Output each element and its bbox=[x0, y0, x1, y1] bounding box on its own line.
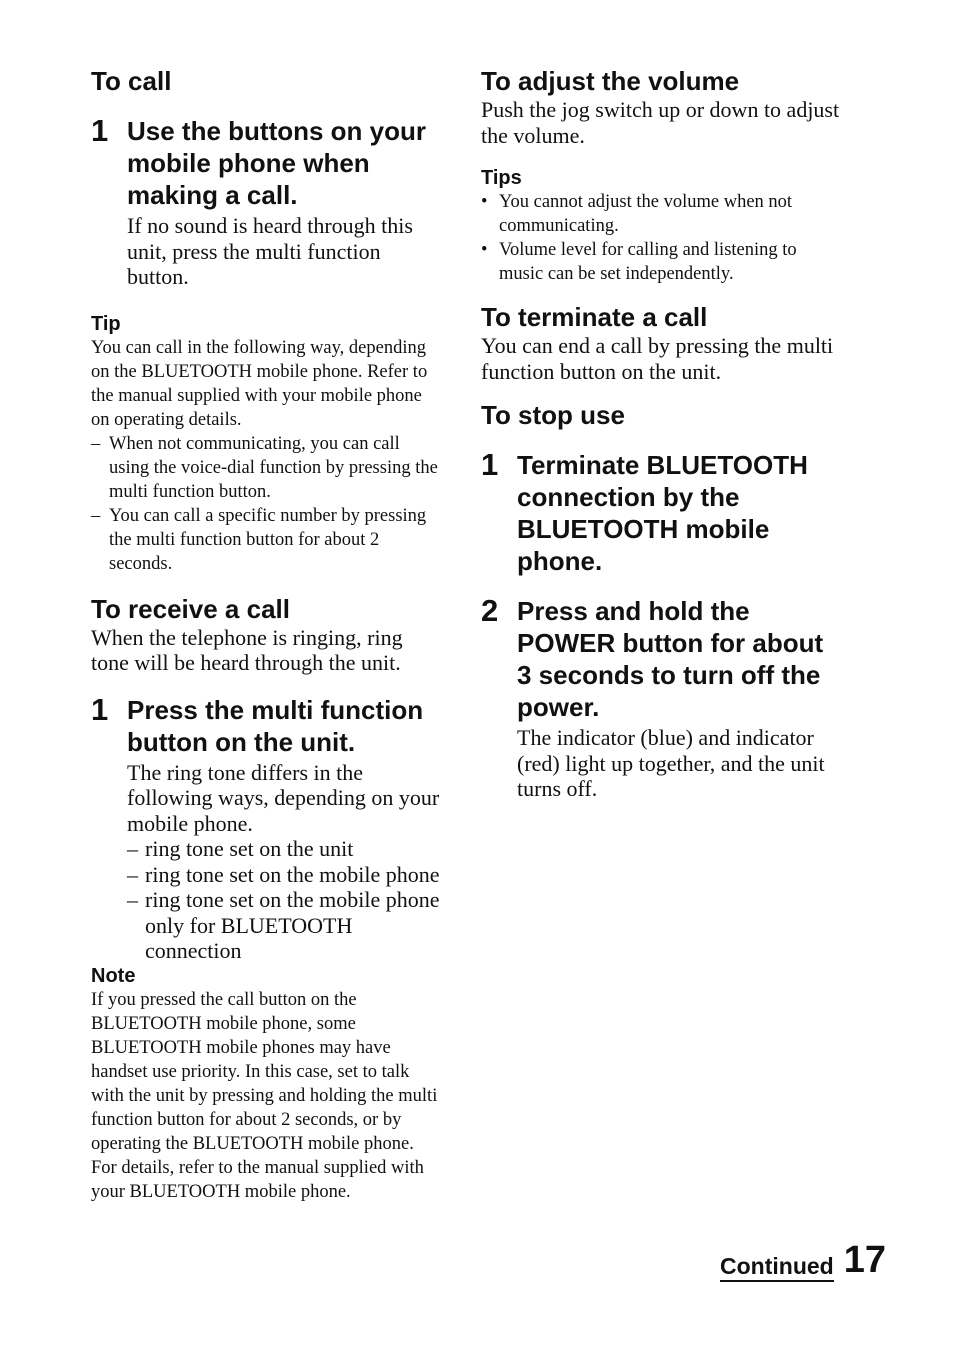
note-text: If you pressed the call button on the BLUETOOTH mobile phone, some BLUETOOTH mobile phones may have handset use priority. In this case, set to talk with the unit by pressing and holding the multi function button for about 2 seconds, or by operating the BLUETOOTH mobile phone. For details, refer to the manual supplied with your BLUETOOTH mobile phone. bbox=[91, 989, 438, 1202]
list-item: – You can call a specific number by pressing the multi function button for about 2 seconds. bbox=[91, 505, 427, 574]
right-column bbox=[481, 66, 841, 802]
tip-label: Tip bbox=[91, 312, 121, 335]
page-number: 17 bbox=[843, 1239, 886, 1281]
stop-step-2 bbox=[481, 595, 841, 802]
step-description: The ring tone differs in the following ways, depending on your mobile phone. bbox=[127, 759, 440, 836]
list-item: – ring tone set on the mobile phone bbox=[127, 861, 440, 887]
step-title: Press the multi function button on the unit. bbox=[127, 694, 424, 757]
list-item: – When not communicating, you can call using the voice-dial function by pressing the multi function button. bbox=[91, 433, 438, 502]
heading-terminate: To terminate a call bbox=[481, 302, 708, 332]
receive-step-1 bbox=[91, 691, 443, 964]
note-label: Note bbox=[91, 964, 136, 987]
continued-label: Continued bbox=[720, 1252, 834, 1282]
call-step-1 bbox=[91, 115, 443, 290]
step-number: 2 bbox=[481, 593, 499, 628]
tips-list bbox=[481, 190, 841, 286]
step-title: Terminate BLUETOOTH connection by the BLUETOOTH mobile phone. bbox=[517, 450, 808, 576]
adjust-volume-text: Push the jog switch up or down to adjust the volume. bbox=[481, 97, 840, 148]
tip-list bbox=[91, 432, 443, 576]
list-item: • You cannot adjust the volume when not communicating. bbox=[481, 192, 793, 236]
step-description: If no sound is heard through this unit, press the multi function button. bbox=[127, 213, 413, 289]
tip-text: You can call in the following way, depending on the BLUETOOTH mobile phone. Refer to the manual supplied with your mobile phone on operating details. bbox=[91, 337, 428, 430]
ringtone-list bbox=[127, 836, 443, 964]
heading-to-call: To call bbox=[91, 66, 172, 96]
left-column bbox=[91, 66, 443, 1204]
heading-adjust-volume: To adjust the volume bbox=[481, 66, 740, 96]
page-footer bbox=[720, 1238, 886, 1282]
heading-to-receive: To receive a call bbox=[91, 593, 290, 624]
stop-step-1 bbox=[481, 449, 841, 577]
step-number: 1 bbox=[481, 447, 499, 482]
tips-label: Tips bbox=[481, 167, 522, 189]
list-item: – ring tone set on the unit bbox=[127, 836, 354, 861]
step-number: 1 bbox=[91, 691, 109, 727]
step-title: Press and hold the POWER button for about 3 seconds to turn off the power. bbox=[517, 596, 824, 722]
list-item: – ring tone set on the mobile phone only for BLUETOOTH connection bbox=[127, 887, 440, 963]
terminate-text: You can end a call by pressing the multi function button on the unit. bbox=[481, 333, 834, 384]
step-title: Use the buttons on your mobile phone when making a call. bbox=[127, 116, 426, 210]
step-description: The indicator (blue) and indicator (red) light up together, and the unit turns off. bbox=[517, 725, 825, 801]
heading-stop-use: To stop use bbox=[481, 400, 625, 430]
step-number: 1 bbox=[91, 113, 109, 148]
list-item: • Volume level for calling and listening to music can be set independently. bbox=[481, 240, 797, 284]
receive-text: When the telephone is ringing, ring tone will be heard through the unit. bbox=[91, 624, 403, 675]
